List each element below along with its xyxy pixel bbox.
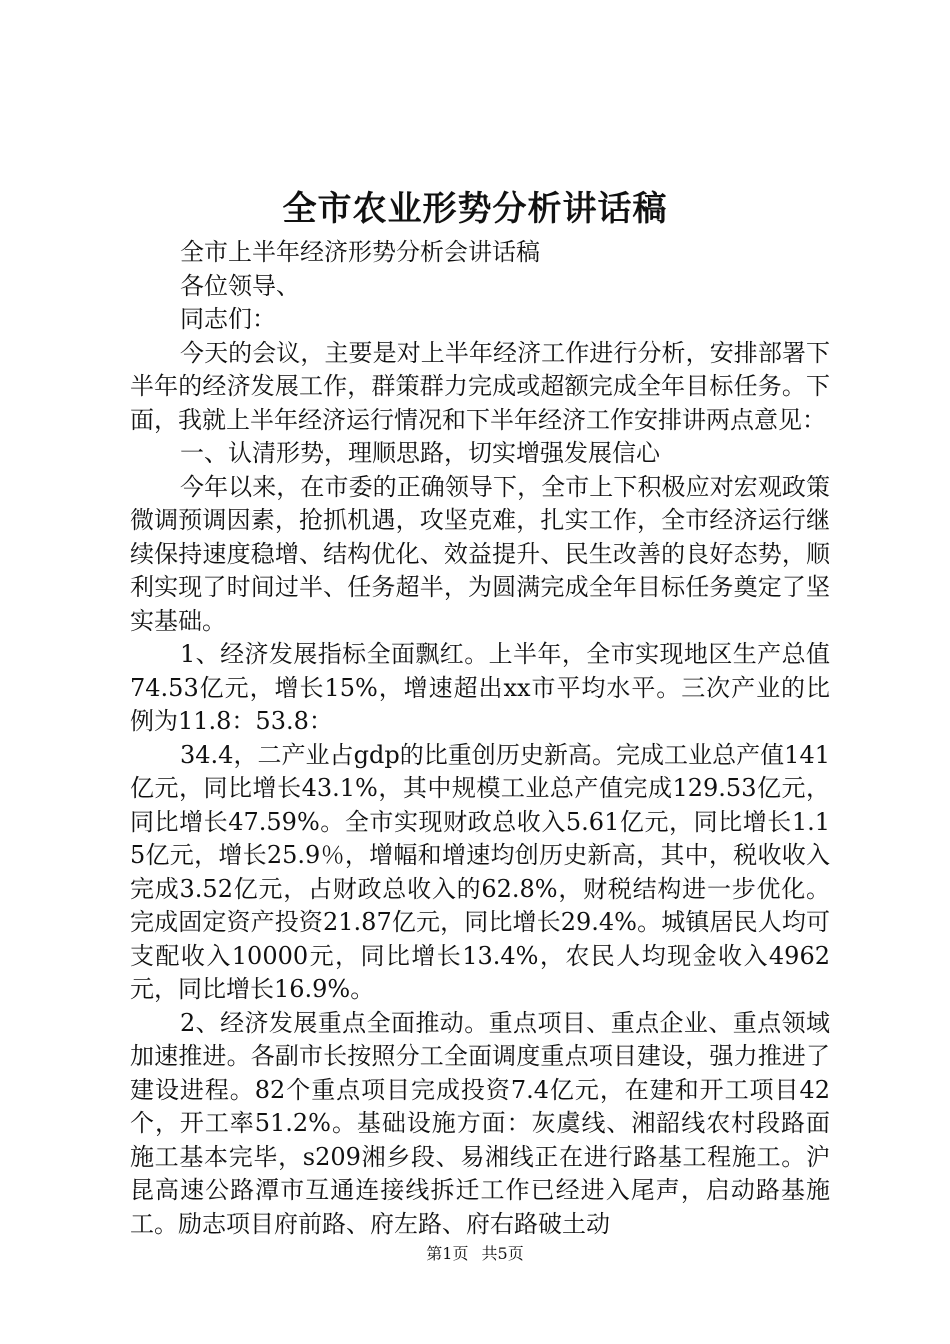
- paragraph-salutation-1: 各位领导、: [180, 271, 300, 300]
- paragraph-key-projects: 2、经济发展重点全面推动。重点项目、重点企业、重点领域加速推进。各副市长按照分工全面调度重点项目建设，强力推进了建设进程。82个重点项目完成投资7.4亿元，在建和开工项目42个，开工率51.2%。基础设施方面：灰虞线、湘韶线农村段路面施工基本完毕，s209湘乡段、易湘线正在进行路基工程施工。沪昆高速公路潭市互通连接线拆迁工作已经进入尾声，启动路基施工。励志项目府前路、府左路、府右路破土动: [130, 1008, 830, 1238]
- page-number: 第1页: [426, 1244, 469, 1263]
- paragraph-heading: 全市上半年经济形势分析会讲话稿: [180, 238, 540, 266]
- page-total: 共5页: [481, 1244, 524, 1263]
- section-heading-1: 一、认清形势，理顺思路，切实增强发展信心: [180, 439, 660, 467]
- document-body: [130, 236, 830, 1241]
- paragraph-statistics: 34.4，二产业占gdp的比重创历史新高。完成工业总产值141亿元，同比增长43.1%，其中规模工业总产值完成129.53亿元，同比增长47.59%。全市实现财政总收入5.61亿元，同比增长1.15亿元，增长25.9％，增幅和增速均创历史新高，其中，税收收入完成3.52亿元，占财政总收入的62.8%，财税结构进一步优化。完成固定资产投资21.87亿元，同比增长29.4%。城镇居民人均可支配收入10000元，同比增长13.4%，农民人均现金收入4962元，同比增长16.9%。: [130, 740, 830, 1003]
- paragraph-indicators: 1、经济发展指标全面飘红。上半年，全市实现地区生产总值74.53亿元，增长15%，增速超出xx市平均水平。三次产业的比例为11.8：53.8：: [130, 640, 830, 735]
- page-footer: [0, 1243, 950, 1265]
- paragraph-salutation-2: 同志们：: [180, 305, 276, 333]
- document-title: 全市农业形势分析讲话稿: [282, 189, 668, 229]
- paragraph-intro: 今天的会议，主要是对上半年经济工作进行分析，安排部署下半年的经济发展工作，群策群力完成或超额完成全年目标任务。下面，我就上半年经济运行情况和下半年经济工作安排讲两点意见：: [130, 338, 830, 434]
- paragraph-overview: 今年以来，在市委的正确领导下，全市上下积极应对宏观政策微调预调因素，抢抓机遇，攻坚克难，扎实工作，全市经济运行继续保持速度稳增、结构优化、效益提升、民生改善的良好态势，顺利实现了时间过半、任务超半，为圆满完成全年目标任务奠定了坚实基础。: [130, 472, 830, 635]
